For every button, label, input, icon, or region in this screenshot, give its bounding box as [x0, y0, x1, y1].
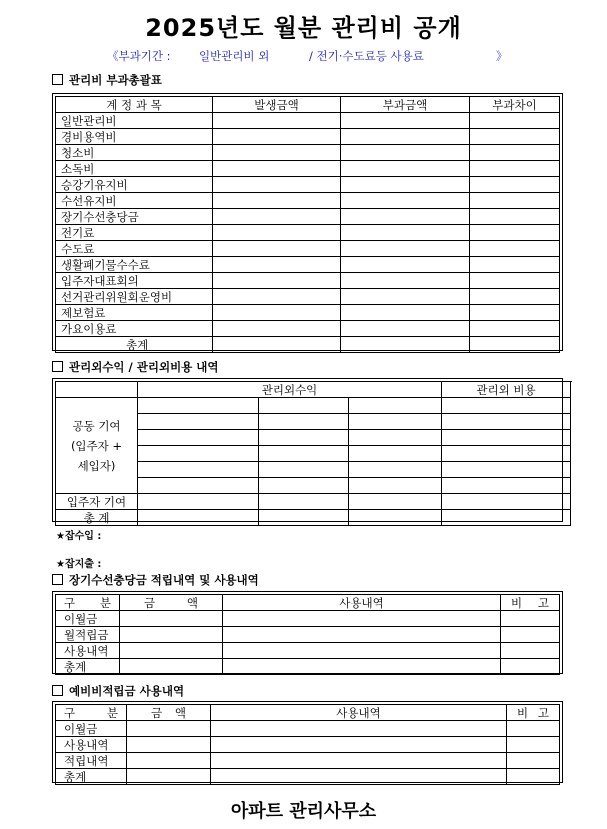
amount-cell: [120, 643, 223, 659]
account-label: 장기수선충당금: [56, 209, 213, 225]
amount-cell: [259, 494, 349, 510]
amount-cell: [213, 177, 341, 193]
amount-cell: [341, 257, 470, 273]
column-header: 비 고: [507, 705, 560, 721]
checkbox-icon: [52, 685, 63, 696]
amount-cell: [501, 627, 560, 643]
amount-cell: [470, 161, 560, 177]
misc-income-note: ★잡수입 :: [56, 531, 102, 542]
resident-contribution-label: 입주자 기여: [56, 494, 138, 510]
amount-cell: [470, 129, 560, 145]
misc-expense-note: ★잡지출 :: [56, 559, 102, 570]
section3-heading: [52, 572, 259, 588]
amount-cell: [223, 611, 501, 627]
amount-cell: [213, 225, 341, 241]
amount-cell: [501, 659, 560, 675]
amount-cell: [349, 414, 442, 430]
amount-cell: [213, 241, 341, 257]
amount-cell: [442, 430, 571, 446]
account-label: 소독비: [56, 161, 213, 177]
amount-cell: [213, 337, 341, 353]
amount-cell: [470, 209, 560, 225]
account-label: 경비용역비: [56, 129, 213, 145]
account-label: 제보험료: [56, 305, 213, 321]
amount-cell: [341, 209, 470, 225]
amount-cell: [341, 177, 470, 193]
reserve-table: [55, 704, 560, 785]
amount-cell: [349, 510, 442, 526]
amount-cell: [341, 193, 470, 209]
corner-cell: [56, 382, 138, 398]
table-row: [56, 611, 560, 627]
checkbox-icon: [52, 74, 63, 85]
table-header-row: [56, 705, 560, 721]
category-label: 이월금: [56, 611, 120, 627]
account-label: 선거관리위원회운영비: [56, 289, 213, 305]
column-header: 발생금액: [213, 97, 341, 113]
amount-cell: [127, 769, 211, 785]
summary-table: [55, 96, 560, 353]
amount-cell: [259, 398, 349, 414]
amount-cell: [470, 257, 560, 273]
total-label: 총 계: [56, 510, 138, 526]
shared-label-line: 세입자): [77, 458, 116, 473]
amount-cell: [127, 737, 211, 753]
table-row: [56, 659, 560, 675]
amount-cell: [213, 129, 341, 145]
table-row: [56, 305, 560, 321]
amount-cell: [259, 510, 349, 526]
section1-heading: [52, 72, 162, 88]
amount-cell: [442, 414, 571, 430]
account-label: 생활폐기물수수료: [56, 257, 213, 273]
amount-cell: [470, 241, 560, 257]
amount-cell: [341, 161, 470, 177]
amount-cell: [213, 113, 341, 129]
shared-label-line: 공동 기여: [72, 418, 121, 433]
amount-cell: [442, 398, 571, 414]
amount-cell: [470, 273, 560, 289]
amount-cell: [138, 478, 259, 494]
column-header: 금 액: [120, 595, 223, 611]
amount-cell: [442, 510, 571, 526]
amount-cell: [138, 510, 259, 526]
amount-cell: [213, 209, 341, 225]
account-label: 수선유지비: [56, 193, 213, 209]
amount-cell: [470, 225, 560, 241]
amount-cell: [120, 611, 223, 627]
amount-cell: [213, 321, 341, 337]
amount-cell: [349, 494, 442, 510]
section2-title: 관리외수익 / 관리외비용 내역: [69, 360, 219, 374]
period-general: 일반관리비 외: [199, 49, 270, 63]
amount-cell: [138, 398, 259, 414]
footer-office: 아파트 관리사무소: [230, 801, 377, 822]
amount-cell: [213, 273, 341, 289]
expense-header: 관리외 비용: [442, 382, 571, 398]
table-row: [56, 769, 560, 785]
table-row: [56, 241, 560, 257]
section4-title: 예비비적립금 사용내역: [69, 684, 185, 698]
category-label: 이월금: [56, 721, 127, 737]
checkbox-icon: [52, 574, 63, 585]
table-row: [56, 627, 560, 643]
table-row: [56, 494, 571, 510]
table-row: [56, 721, 560, 737]
nonop-table: [55, 381, 571, 526]
category-label: 총계: [56, 659, 120, 675]
amount-cell: [442, 446, 571, 462]
amount-cell: [213, 161, 341, 177]
amount-cell: [259, 430, 349, 446]
table-row: [56, 273, 560, 289]
amount-cell: [127, 753, 211, 769]
section3-title: 장기수선충당금 적립내역 및 사용내역: [69, 573, 259, 587]
amount-cell: [470, 113, 560, 129]
table-row: [56, 113, 560, 129]
amount-cell: [442, 478, 571, 494]
amount-cell: [120, 659, 223, 675]
amount-cell: [470, 321, 560, 337]
shared-label-line: (입주자 +: [70, 438, 123, 453]
amount-cell: [120, 627, 223, 643]
table-row: [56, 225, 560, 241]
table-header-row: [56, 382, 571, 398]
column-header: 구 분: [56, 595, 120, 611]
table-row: [56, 289, 560, 305]
amount-cell: [341, 129, 470, 145]
amount-cell: [341, 273, 470, 289]
amount-cell: [349, 478, 442, 494]
amount-cell: [442, 494, 571, 510]
account-label: 청소비: [56, 145, 213, 161]
amount-cell: [501, 611, 560, 627]
amount-cell: [349, 430, 442, 446]
amount-cell: [341, 337, 470, 353]
table-row: [56, 193, 560, 209]
amount-cell: [341, 305, 470, 321]
amount-cell: [213, 305, 341, 321]
amount-cell: [138, 462, 259, 478]
ltrepair-table-frame: [52, 591, 563, 674]
amount-cell: [470, 177, 560, 193]
account-label: 전기료: [56, 225, 213, 241]
amount-cell: [211, 769, 507, 785]
amount-cell: [507, 753, 560, 769]
section1-title: 관리비 부과총괄표: [69, 73, 162, 87]
column-header: 계 정 과 목: [56, 97, 213, 113]
table-row: [56, 510, 571, 526]
amount-cell: [442, 462, 571, 478]
category-label: 월적립금: [56, 627, 120, 643]
amount-cell: [470, 305, 560, 321]
amount-cell: [470, 289, 560, 305]
amount-cell: [501, 643, 560, 659]
amount-cell: [507, 769, 560, 785]
table-row: [56, 129, 560, 145]
amount-cell: [341, 113, 470, 129]
period-close: 》: [496, 49, 508, 63]
shared-contribution-label: [56, 398, 138, 494]
amount-cell: [341, 225, 470, 241]
amount-cell: [470, 337, 560, 353]
column-header: 사용내역: [223, 595, 501, 611]
account-label: 입주자대표회의: [56, 273, 213, 289]
page-title: 2025년도 월분 관리비 공개: [145, 14, 462, 42]
amount-cell: [341, 321, 470, 337]
amount-cell: [470, 193, 560, 209]
table-row: [56, 177, 560, 193]
table-row: [56, 337, 560, 353]
table-row: [56, 398, 571, 414]
amount-cell: [349, 398, 442, 414]
amount-cell: [138, 494, 259, 510]
amount-cell: [138, 430, 259, 446]
amount-cell: [341, 145, 470, 161]
amount-cell: [211, 753, 507, 769]
section2-heading: [52, 359, 219, 375]
category-label: 적립내역: [56, 753, 127, 769]
amount-cell: [341, 289, 470, 305]
amount-cell: [223, 643, 501, 659]
table-row: [56, 257, 560, 273]
checkbox-icon: [52, 361, 63, 372]
table-row: [56, 209, 560, 225]
account-label: 승강기유지비: [56, 177, 213, 193]
amount-cell: [470, 145, 560, 161]
table-row: [56, 753, 560, 769]
account-label: 총계: [56, 337, 213, 353]
column-header: 사용내역: [211, 705, 507, 721]
amount-cell: [341, 241, 470, 257]
amount-cell: [138, 446, 259, 462]
amount-cell: [507, 737, 560, 753]
account-label: 수도료: [56, 241, 213, 257]
amount-cell: [259, 446, 349, 462]
category-label: 사용내역: [56, 643, 120, 659]
table-row: [56, 321, 560, 337]
amount-cell: [349, 446, 442, 462]
income-header: 관리외수익: [138, 382, 442, 398]
category-label: 사용내역: [56, 737, 127, 753]
amount-cell: [211, 737, 507, 753]
account-label: 일반관리비: [56, 113, 213, 129]
period-utilities: / 전기·수도료등 사용료: [309, 49, 424, 63]
amount-cell: [223, 659, 501, 675]
category-label: 총계: [56, 769, 127, 785]
amount-cell: [213, 145, 341, 161]
amount-cell: [259, 478, 349, 494]
amount-cell: [349, 462, 442, 478]
amount-cell: [211, 721, 507, 737]
amount-cell: [259, 462, 349, 478]
table-header-row: [56, 595, 560, 611]
amount-cell: [223, 627, 501, 643]
amount-cell: [213, 193, 341, 209]
table-row: [56, 161, 560, 177]
column-header: 금 액: [127, 705, 211, 721]
table-header-row: [56, 97, 560, 113]
table-row: [56, 643, 560, 659]
nonop-table-frame: [52, 378, 563, 525]
column-header: 비 고: [501, 595, 560, 611]
column-header: 구 분: [56, 705, 127, 721]
summary-table-frame: [52, 93, 563, 351]
column-header: 부과차이: [470, 97, 560, 113]
period-open: 《부과기간 :: [107, 49, 171, 63]
section4-heading: [52, 683, 184, 699]
table-row: [56, 737, 560, 753]
table-row: [56, 145, 560, 161]
reserve-table-frame: [52, 701, 563, 783]
amount-cell: [259, 414, 349, 430]
amount-cell: [127, 721, 211, 737]
ltrepair-table: [55, 594, 560, 675]
amount-cell: [213, 257, 341, 273]
amount-cell: [507, 721, 560, 737]
amount-cell: [138, 414, 259, 430]
account-label: 가요이용료: [56, 321, 213, 337]
amount-cell: [213, 289, 341, 305]
column-header: 부과금액: [341, 97, 470, 113]
